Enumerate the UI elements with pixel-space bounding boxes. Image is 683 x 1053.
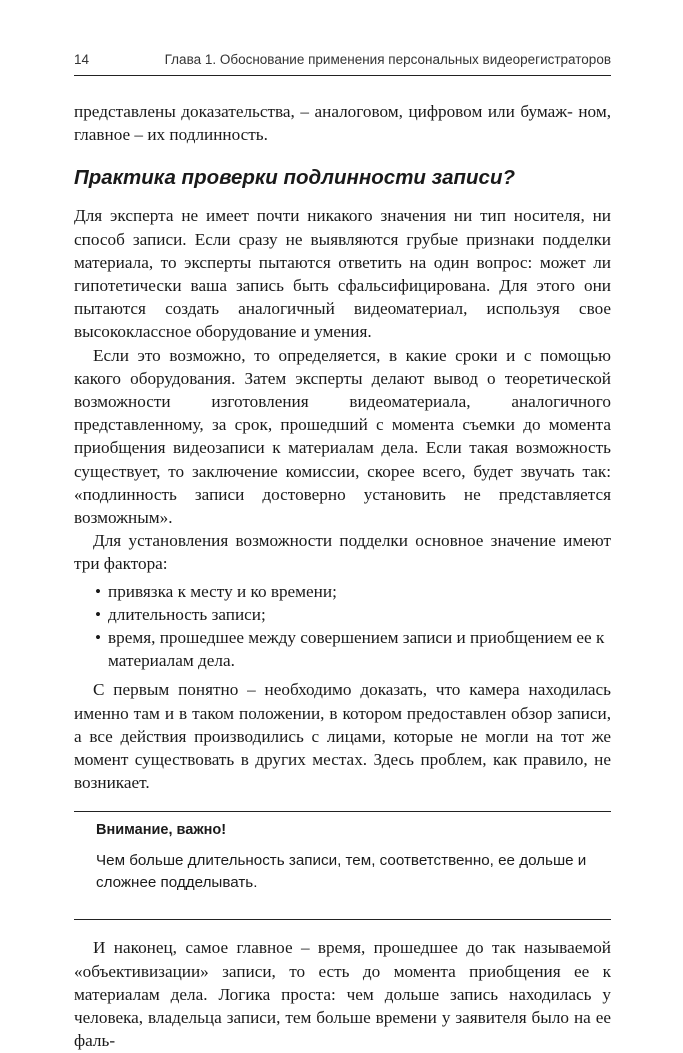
section-heading: Практика проверки подлинности записи? <box>74 166 515 190</box>
intro-line-2: ном, главное – их подлинность. <box>74 102 611 145</box>
paragraph-factors: Для установления возможности подделки основное значение имеют три фактора: <box>74 531 611 574</box>
list-item <box>74 603 611 626</box>
intro-line-1: представлены доказательства, – аналоговом, цифровом или бумаж- <box>74 102 573 121</box>
bullet-icon: • <box>95 628 102 648</box>
factors-list <box>74 580 611 673</box>
running-header <box>74 52 611 76</box>
paragraph-possibility: Если это возможно, то определяется, в какие сроки и с помощью какого оборудования. Затем эксперты делают вывод о теоретической возможности изготовления видеоматериала, аналогичного представленному, за срок, прошедший с момента съемки до момента приобщения видеозаписи к материалам дела. Если такая возможность существует, то заключение комиссии, скорее всего, будет звучать так: «подлинность записи достоверно установить не представляется возможным». <box>74 345 611 528</box>
list-item-text: привязка к месту и ко времени; <box>108 581 337 601</box>
book-page <box>74 52 611 1053</box>
bullet-icon: • <box>95 604 102 624</box>
list-item <box>74 580 611 603</box>
note-title: Внимание, важно! <box>96 822 227 839</box>
chapter-title: Глава 1. Обоснование применения персональных видеорегистраторов <box>164 52 611 67</box>
paragraph-first-factor: С первым понятно – необходимо доказать, что камера находилась именно там и в таком положении, в котором предоставлен обзор записи, а все действия производились с лицами, которые не могли на тот же момент существовать в других местах. Здесь проблем, как правило, не возникает. <box>74 680 611 793</box>
bullet-icon: • <box>95 581 102 601</box>
paragraph-final: И наконец, самое главное – время, прошедшее до так называемой «объективизации» записи, то есть до момента приобщения ее к материалам дела. Логика проста: чем дольше запись находилась у человека, владельца записи, тем больше времени у заявителя было на ее фаль- <box>74 938 611 1051</box>
page-number: 14 <box>74 52 90 67</box>
intro-paragraph <box>74 100 611 146</box>
list-item <box>74 626 611 672</box>
attention-note-box <box>74 811 611 920</box>
list-item-text: длительность записи; <box>108 604 266 624</box>
paragraph-expert: Для эксперта не имеет почти никакого значения ни тип носителя, ни способ записи. Если сразу не выявляются грубые признаки подделки материала, то эксперты пытаются ответить на один вопрос: может ли гипотетически ваша запись быть сфальсифицирована. Для этого они пытаются создать аналогичный видеоматериал, используя свое высококлассное оборудование и умения. <box>74 206 611 342</box>
list-item-text: время, прошедшее между совершением записи и приобщением ее к материалам дела. <box>108 628 605 671</box>
note-text: Чем больше длительность записи, тем, соответственно, ее дольше и сложнее подделывать. <box>96 852 587 891</box>
